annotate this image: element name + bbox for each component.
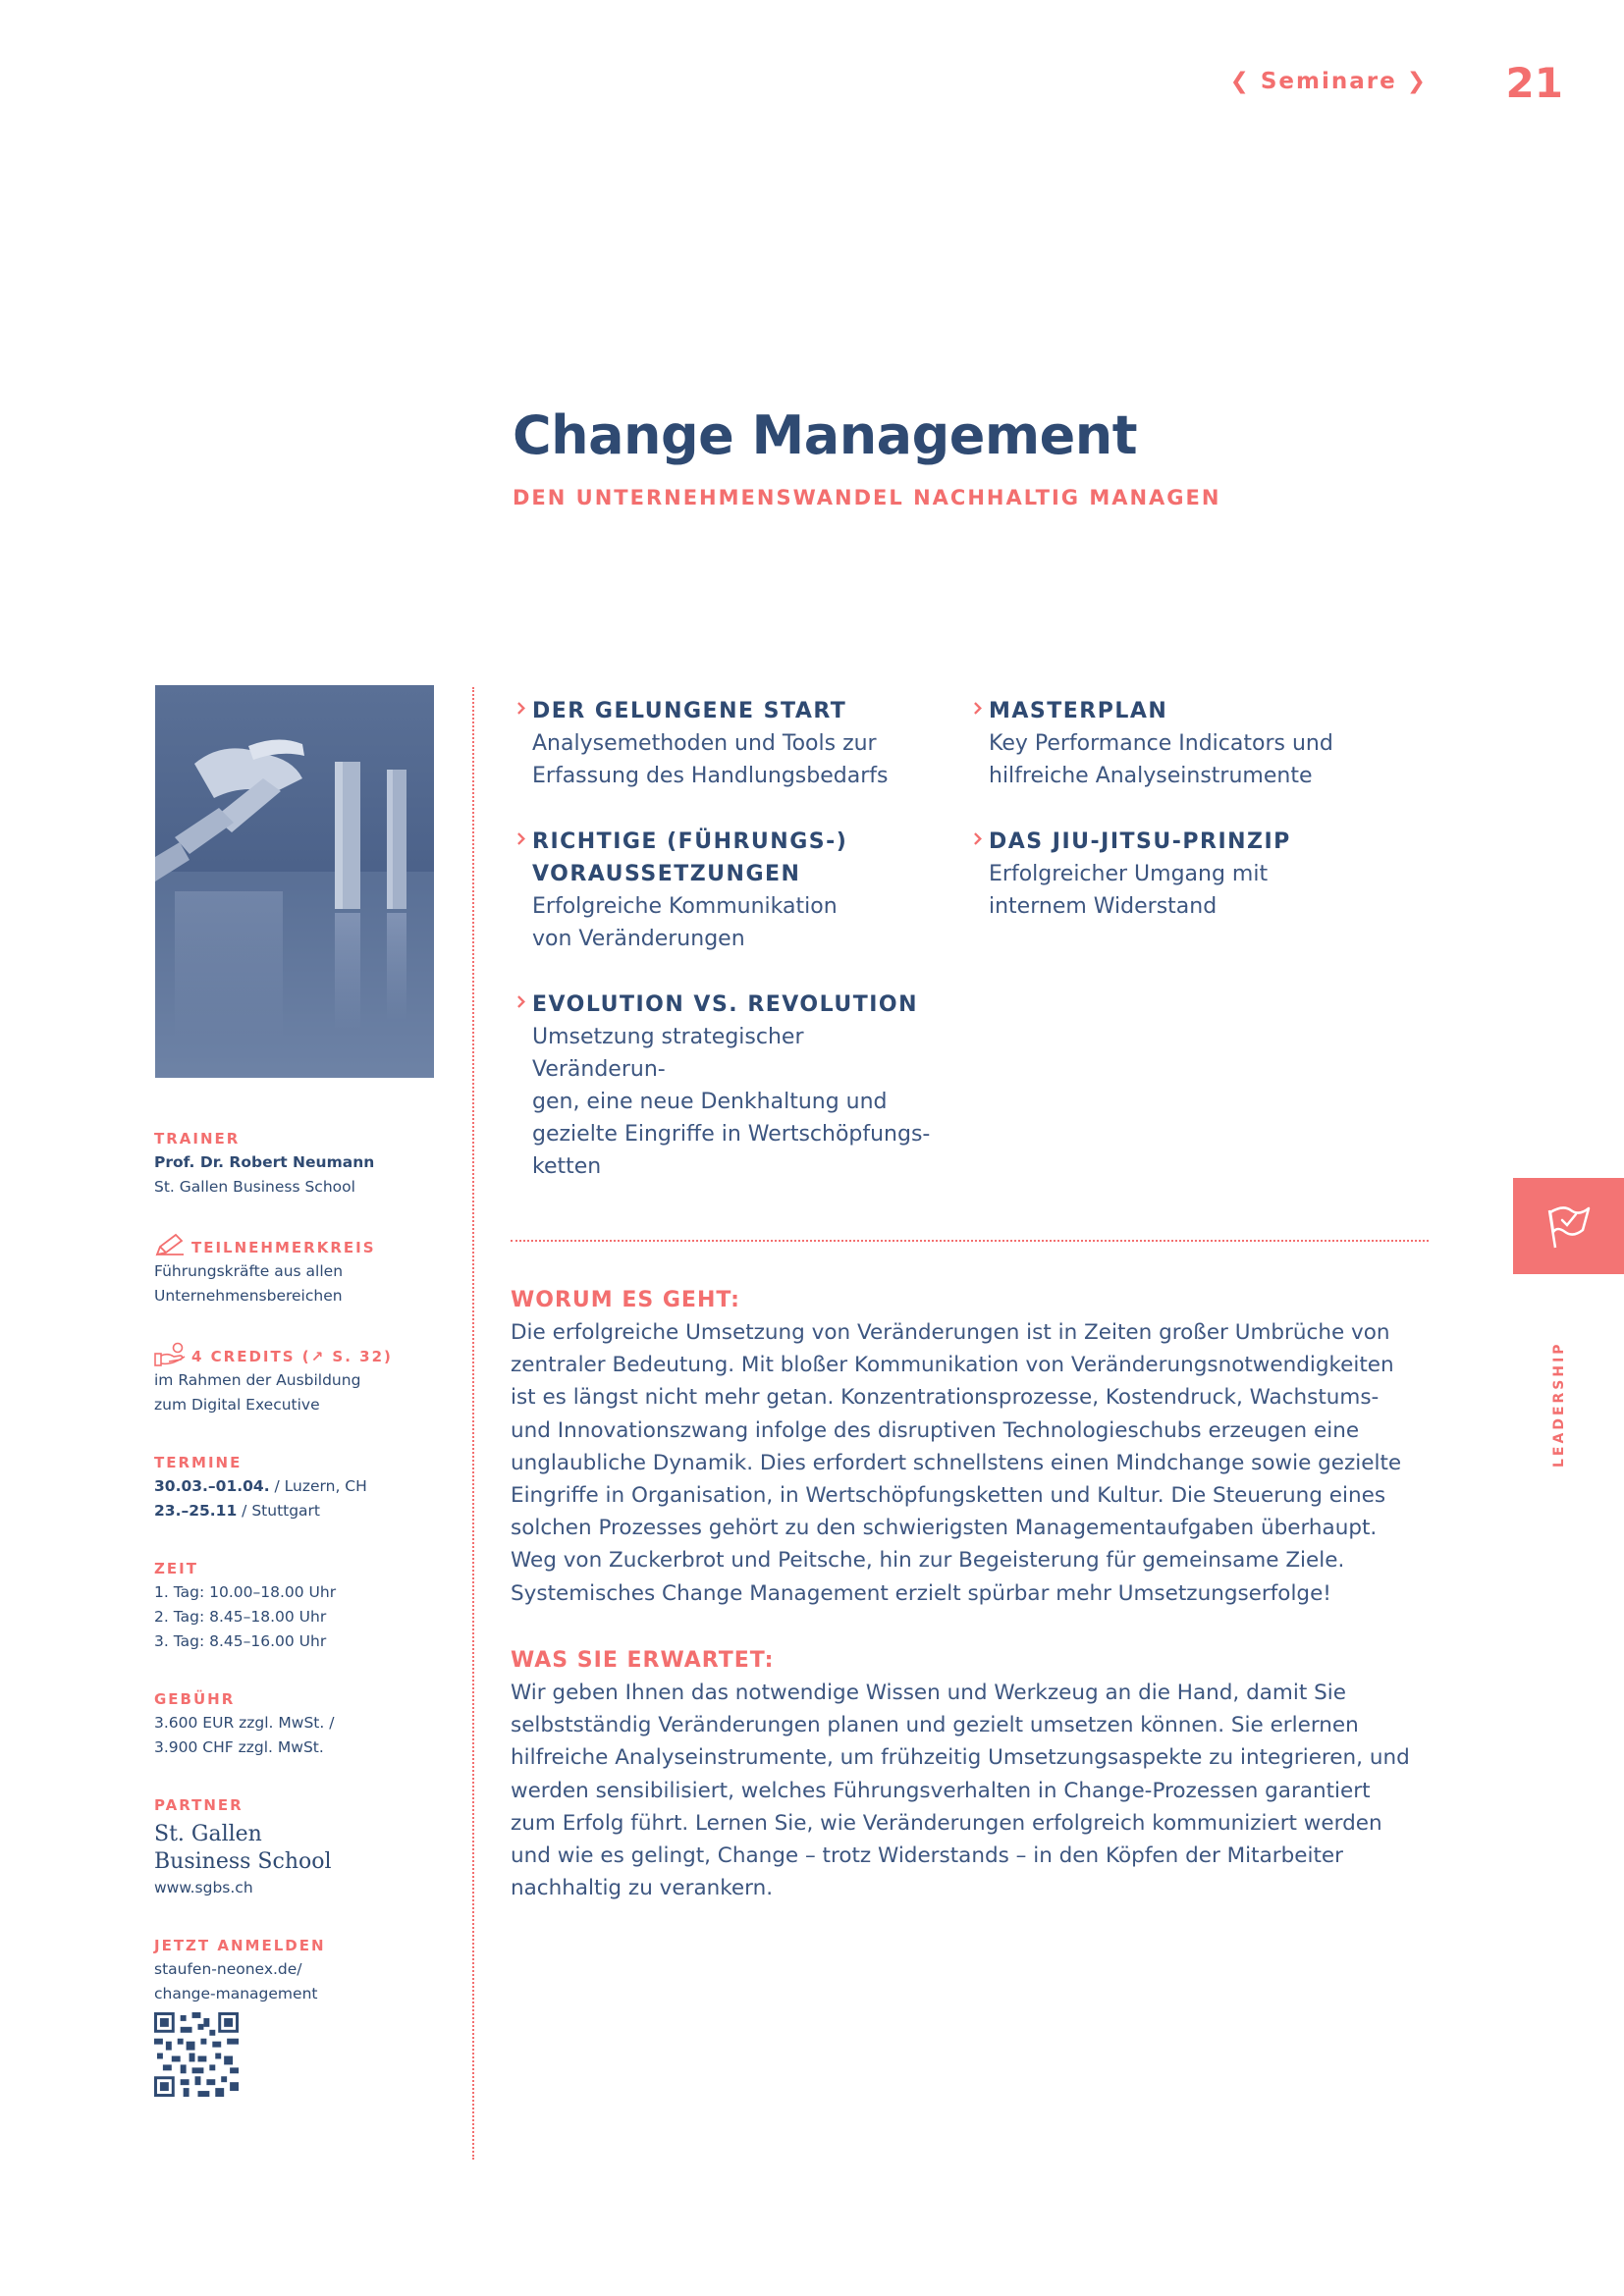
- participants-line-1: Führungskräfte aus allen: [154, 1262, 344, 1280]
- topic-jiu-jitsu-prinzip: [967, 826, 1399, 923]
- chevron-right-icon: ❯: [1396, 69, 1428, 94]
- topic-desc: von Veränderungen: [532, 927, 745, 951]
- fee-line: 3.900 CHF zzgl. MwSt.: [154, 1738, 324, 1756]
- topic-desc: Analysemethoden und Tools zur: [532, 731, 877, 756]
- topic-desc: Umsetzung strategischer Veränderun-: [532, 1025, 804, 1082]
- topic-richtige-voraussetzungen: [511, 826, 943, 955]
- date-entry: 23.–25.11 / Stuttgart: [154, 1502, 321, 1520]
- section-label: WORUM ES GEHT:: [511, 1288, 740, 1312]
- topic-title: MASTERPLAN: [989, 699, 1168, 723]
- fee-label: GEBÜHR: [154, 1690, 236, 1708]
- seminar-info-sidebar: [154, 1127, 449, 2134]
- credits-page-ref[interactable]: (↗ S. 32): [301, 1348, 393, 1365]
- credits-line-1: im Rahmen der Ausbildung: [154, 1371, 361, 1389]
- partner-block: [154, 1793, 449, 1900]
- vertical-divider: [472, 687, 474, 2160]
- credits-line-2: zum Digital Executive: [154, 1396, 320, 1414]
- topic-desc: hilfreiche Analyseinstrumente: [989, 764, 1313, 788]
- qr-code[interactable]: [154, 2012, 239, 2097]
- topic-title: RICHTIGE (FÜHRUNGS-): [532, 829, 848, 854]
- time-entry: 2. Tag: 8.45–18.00 Uhr: [154, 1608, 327, 1626]
- topic-evolution-vs-revolution: [511, 988, 943, 1183]
- topic-desc: ketten: [532, 1154, 602, 1179]
- topic-desc: internem Widerstand: [989, 894, 1218, 919]
- section-was-sie-erwartet: [511, 1644, 1419, 1904]
- trainer-label: TRAINER: [154, 1130, 241, 1148]
- fee-block: [154, 1687, 449, 1760]
- topic-title-line-2: VORAUSSETZUNGEN: [532, 862, 801, 886]
- topic-title: DER GELUNGENE START: [532, 699, 847, 723]
- topic-desc: gezielte Eingriffe in Wertschöpfungs-: [532, 1122, 931, 1147]
- section-body: Die erfolgreiche Umsetzung von Veränderungen ist in Zeiten großer Umbrüche von zentraler Bedeutung. Mit bloßer Kommunikation von Veränderungsnotwendigkeiten ist es längst nicht mehr getan. Konzentrationsprozesse, Kostendruck, Wachstums- und Innovationszwang infolge des disruptiven Technologieschubs erzeugen eine unglaubliche Dynamik. Dies erfordert schnellstens einen Mindchange sowie gezielte Eingriffe in Organisation, in Wertschöpfungsketten und Kultur. Die Steuerung eines solchen Prozesses gehört zu den schwierigsten Managementaufgaben überhaupt. Weg von Zuckerbrot und Peitsche, hin zur Begeisterung für gemeinsame Ziele. Systemisches Change Management erzielt spürbar mehr Umsetzungserfolge!: [511, 1320, 1402, 1606]
- section-breadcrumb[interactable]: [1230, 69, 1428, 94]
- chevron-right-icon: [511, 695, 532, 717]
- page-title: Change Management: [513, 404, 1138, 466]
- chevron-right-icon: [967, 826, 989, 847]
- topic-desc: Erfassung des Handlungsbedarfs: [532, 764, 889, 788]
- trainer-name: Prof. Dr. Robert Neumann: [154, 1153, 375, 1171]
- page-subtitle: DEN UNTERNEHMENSWANDEL NACHHALTIG MANAGEN: [513, 486, 1221, 509]
- horizontal-divider: [511, 1240, 1429, 1242]
- section-worum-es-geht: [511, 1284, 1419, 1610]
- time-entry: 3. Tag: 8.45–16.00 Uhr: [154, 1632, 327, 1650]
- date-entry: 30.03.–01.04. / Luzern, CH: [154, 1477, 367, 1495]
- page-number: 21: [1505, 59, 1563, 107]
- topic-desc: gen, eine neue Denkhaltung und: [532, 1090, 888, 1114]
- trainer-block: [154, 1127, 449, 1200]
- partner-logo: St. Gallen Business School: [154, 1822, 332, 1874]
- topic-desc: Key Performance Indicators und: [989, 731, 1333, 756]
- topic-title: DAS JIU-JITSU-PRINZIP: [989, 829, 1291, 854]
- register-block: [154, 1934, 449, 2101]
- hero-image-dominoes: [155, 685, 434, 1078]
- topic-desc: Erfolgreiche Kommunikation: [532, 894, 838, 919]
- register-label: JETZT ANMELDEN: [154, 1937, 326, 1954]
- topic-der-gelungene-start: [511, 695, 943, 792]
- section-label: WAS SIE ERWARTET:: [511, 1648, 775, 1673]
- fee-line: 3.600 EUR zzgl. MwSt. /: [154, 1714, 335, 1732]
- topic-desc: Erfolgreicher Umgang mit: [989, 862, 1269, 886]
- section-label: Seminare: [1260, 69, 1397, 94]
- chevron-right-icon: [967, 695, 989, 717]
- chevron-right-icon: [511, 988, 532, 1010]
- partner-url-link[interactable]: www.sgbs.ch: [154, 1879, 253, 1896]
- trainer-org: St. Gallen Business School: [154, 1178, 355, 1196]
- topic-masterplan: [967, 695, 1399, 792]
- chevron-right-icon: [511, 826, 532, 847]
- time-label: ZEIT: [154, 1560, 198, 1577]
- register-url-link[interactable]: staufen-neonex.de/ change-management: [154, 1960, 318, 2002]
- credits-block: [154, 1342, 449, 1417]
- dates-label: TERMINE: [154, 1454, 243, 1471]
- dates-block: [154, 1451, 449, 1523]
- participants-label: TEILNEHMERKREIS: [191, 1239, 376, 1256]
- hand-coin-icon: [154, 1342, 188, 1367]
- credits-label: 4 CREDITS: [191, 1348, 296, 1365]
- pencil-icon: [154, 1233, 188, 1258]
- flag-check-icon: [1542, 1199, 1597, 1254]
- section-body: Wir geben Ihnen das notwendige Wissen und Werkzeug an die Hand, damit Sie selbstständig Veränderungen planen und gezielt umsetzen können. Sie erlernen hilfreiche Analyseinstrumente, um frühzeitig Umsetzungsaspekte zu integrieren, und werden sensibilisiert, welches Führungsverhalten in Change-Prozessen garantiert zum Erfolg führt. Lernen Sie, wie Veränderungen erfolgreich kommuniziert werden und wie es gelingt, Change – trotz Widerstands – in den Köpfen der Mitarbeiter nachhaltig zu verankern.: [511, 1681, 1410, 1901]
- topic-title: EVOLUTION VS. REVOLUTION: [532, 992, 919, 1017]
- partner-label: PARTNER: [154, 1796, 244, 1814]
- participants-block: [154, 1233, 449, 1308]
- time-block: [154, 1557, 449, 1654]
- participants-line-2: Unternehmensbereichen: [154, 1287, 343, 1305]
- time-entry: 1. Tag: 10.00–18.00 Uhr: [154, 1583, 337, 1601]
- chevron-left-icon: ❮: [1229, 69, 1261, 94]
- category-label: LEADERSHIP: [1551, 1341, 1567, 1468]
- category-tab[interactable]: [1513, 1178, 1624, 1274]
